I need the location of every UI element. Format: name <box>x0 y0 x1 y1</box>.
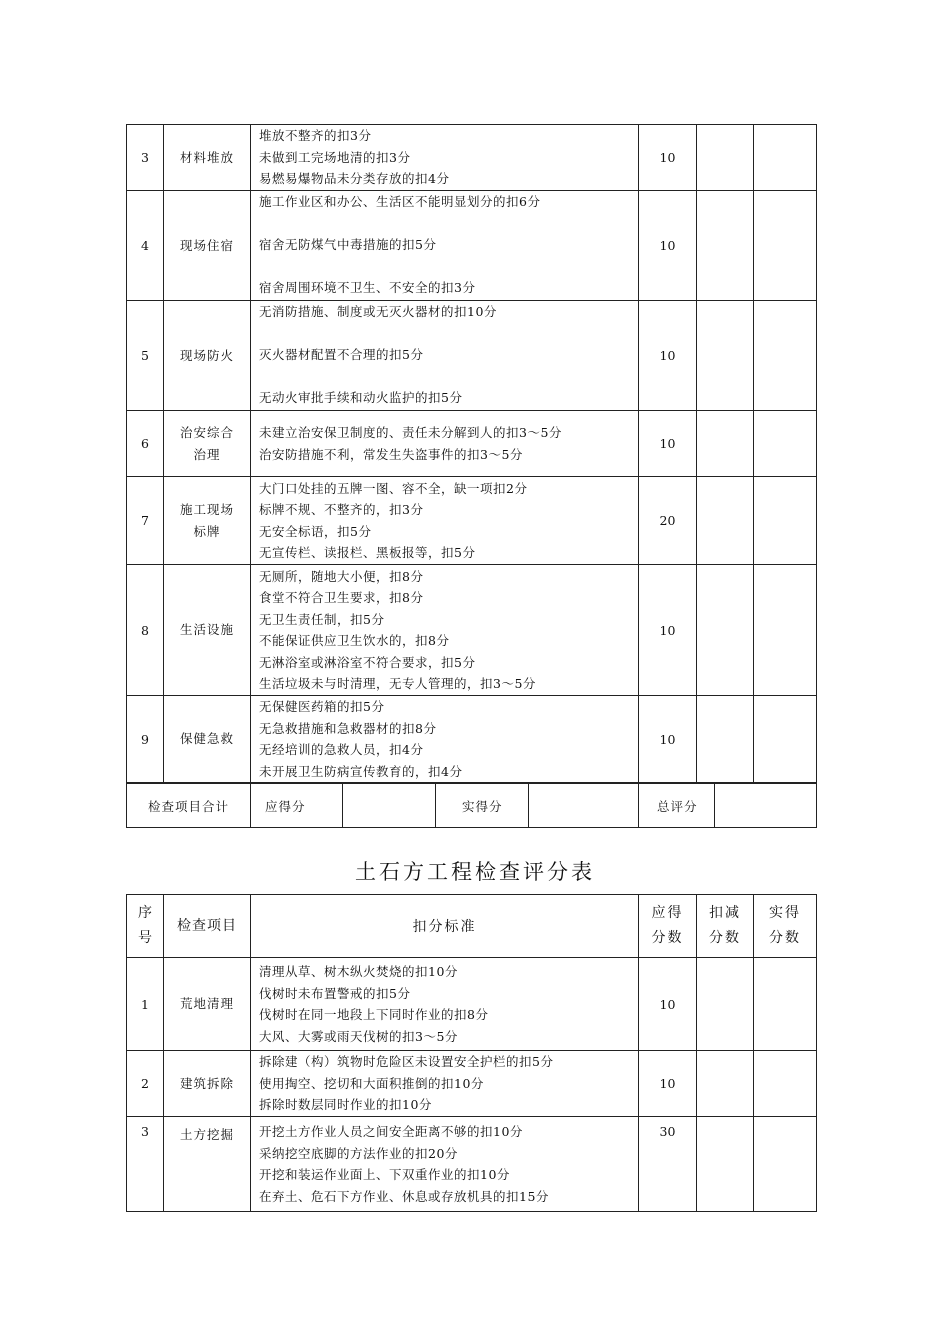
header-deduct: 扣减 分数 <box>697 895 754 958</box>
criteria-list <box>259 191 638 300</box>
table-row <box>127 1051 817 1117</box>
criteria-line: 在弃土、危石下方作业、休息或存放机具的扣15分 <box>259 1188 549 1204</box>
criteria-line: 伐树时未布置警戒的扣5分 <box>259 985 411 1001</box>
check-item <box>164 565 251 696</box>
criteria-line: 灭火器材配置不合理的扣5分 <box>259 347 424 362</box>
table-row <box>127 191 817 301</box>
check-item: 土方挖掘 <box>164 1117 251 1212</box>
earthwork-inspection-table <box>126 894 817 1212</box>
criteria-line: 未开展卫生防病宣传教育的，扣4分 <box>259 763 463 779</box>
check-item: 荒地清理 <box>164 958 251 1051</box>
expected-score-label: 应得分 <box>251 784 343 828</box>
table-row <box>127 1117 817 1212</box>
deduction-criteria <box>251 191 639 301</box>
table-row <box>127 958 817 1051</box>
criteria-line: 无厕所，随地大小便，扣8分 <box>259 568 424 584</box>
expected-score: 10 <box>639 958 697 1051</box>
expected-score: 10 <box>639 301 697 411</box>
criteria-line: 生活垃圾未与时清理，无专人管理的，扣3～5分 <box>259 676 536 691</box>
criteria-list <box>259 301 638 410</box>
criteria-line: 无动火审批手续和动火监护的扣5分 <box>259 390 463 405</box>
criteria-line: 无保健医药箱的扣5分 <box>259 699 385 714</box>
criteria-line: 无急救措施和急救器材的扣8分 <box>259 720 437 736</box>
expected-score: 20 <box>639 477 697 565</box>
actual-score <box>754 696 817 783</box>
row-number: 3 <box>127 125 164 191</box>
actual-score <box>754 477 817 565</box>
header-expected: 应得 分数 <box>639 895 697 958</box>
deduction-criteria <box>251 958 639 1051</box>
criteria-line: 伐树时在同一地段上下同时作业的扣8分 <box>259 1007 489 1022</box>
check-item <box>164 191 251 301</box>
table-row <box>127 125 817 191</box>
criteria-line: 食堂不符合卫生要求，扣8分 <box>259 590 424 605</box>
check-item <box>164 696 251 783</box>
summary-row-table <box>126 783 817 828</box>
total-score-label: 总评分 <box>639 784 715 828</box>
expected-score: 10 <box>639 696 697 783</box>
header-actual: 实得 分数 <box>754 895 817 958</box>
expected-score: 30 <box>639 1117 697 1212</box>
criteria-line: 无宣传栏、读报栏、黑板报等，扣5分 <box>259 545 476 560</box>
deducted-score <box>697 411 754 477</box>
check-item-line: 治理 <box>193 446 221 462</box>
criteria-line: 施工作业区和办公、生活区不能明显划分的扣6分 <box>259 194 541 209</box>
deduction-criteria <box>251 1051 639 1117</box>
expected-score: 10 <box>639 411 697 477</box>
deducted-score <box>697 958 754 1051</box>
deduction-criteria <box>251 696 639 783</box>
criteria-line: 大门口处挂的五牌一图、容不全，缺一项扣2分 <box>259 480 528 496</box>
row-number: 8 <box>127 565 164 696</box>
criteria-line: 使用掏空、挖切和大面积推倒的扣10分 <box>259 1075 484 1091</box>
header-item: 检查项目 <box>164 895 251 958</box>
actual-score <box>754 1051 817 1117</box>
deducted-score <box>697 191 754 301</box>
expected-score: 10 <box>639 191 697 301</box>
criteria-line: 易燃易爆物品未分类存放的扣4分 <box>259 171 450 187</box>
check-item-line: 生活设施 <box>179 622 234 637</box>
criteria-line: 开挖土方作业人员之间安全距离不够的扣10分 <box>259 1124 523 1139</box>
expected-score: 10 <box>639 1051 697 1117</box>
deduction-criteria <box>251 477 639 565</box>
criteria-line: 无消防措施、制度或无灭火器材的扣10分 <box>259 304 497 319</box>
check-item-line: 施工现场 <box>179 501 234 517</box>
row-number: 9 <box>127 696 164 783</box>
deduction-criteria <box>251 301 639 411</box>
criteria-line: 开挖和装运作业面上、下双重作业的扣10分 <box>259 1167 510 1182</box>
criteria-line: 无经培训的急救人员，扣4分 <box>259 742 424 757</box>
actual-score <box>754 1117 817 1212</box>
row-number: 7 <box>127 477 164 565</box>
criteria-line: 标牌不规、不整齐的，扣3分 <box>259 502 424 517</box>
row-number: 6 <box>127 411 164 477</box>
actual-score <box>754 958 817 1051</box>
deduction-criteria <box>251 1117 639 1212</box>
actual-score <box>754 301 817 411</box>
deducted-score <box>697 477 754 565</box>
check-item-line: 现场住宿 <box>179 237 234 253</box>
check-item-line: 治安综合 <box>179 424 234 440</box>
criteria-line: 清理从草、树木纵火焚烧的扣10分 <box>259 964 458 979</box>
table-row <box>127 301 817 411</box>
criteria-line: 未建立治安保卫制度的、责任未分解到人的扣3～5分 <box>259 425 562 440</box>
earthwork-table-title: 土石方工程检查评分表 <box>355 860 595 884</box>
actual-score-value <box>529 784 639 828</box>
check-item <box>164 477 251 565</box>
deduction-criteria <box>251 565 639 696</box>
check-item <box>164 411 251 477</box>
table-row <box>127 696 817 783</box>
header-no: 序 号 <box>127 895 164 958</box>
check-item-line: 标牌 <box>193 523 221 539</box>
criteria-line: 宿舍无防煤气中毒措施的扣5分 <box>259 237 437 252</box>
criteria-line: 不能保证供应卫生饮水的，扣8分 <box>259 633 450 648</box>
table-header-row <box>127 895 817 958</box>
header-criteria: 扣分标准 <box>251 895 639 958</box>
table-row <box>127 411 817 477</box>
expected-score: 10 <box>639 125 697 191</box>
expected-score-value <box>343 784 436 828</box>
table-row <box>127 565 817 696</box>
row-number: 4 <box>127 191 164 301</box>
summary-label: 检查项目合计 <box>127 784 251 828</box>
criteria-line: 拆除建（构）筑物时危险区未设置安全护栏的扣5分 <box>259 1054 554 1070</box>
actual-score-label: 实得分 <box>436 784 529 828</box>
criteria-line: 无淋浴室或淋浴室不符合要求，扣5分 <box>259 654 476 670</box>
deducted-score <box>697 1051 754 1117</box>
row-number: 5 <box>127 301 164 411</box>
actual-score <box>754 565 817 696</box>
check-item-line: 保健急救 <box>179 731 234 746</box>
criteria-line: 无卫生责任制，扣5分 <box>259 611 385 627</box>
check-item: 建筑拆除 <box>164 1051 251 1117</box>
actual-score <box>754 191 817 301</box>
row-number: 2 <box>127 1051 164 1117</box>
deducted-score <box>697 125 754 191</box>
criteria-line: 拆除时数层同时作业的扣10分 <box>259 1097 432 1113</box>
row-number: 1 <box>127 958 164 1051</box>
criteria-line: 采纳挖空底脚的方法作业的扣20分 <box>259 1145 458 1161</box>
expected-score: 10 <box>639 565 697 696</box>
inspection-table-continued <box>126 124 817 783</box>
criteria-line: 大风、大雾或雨天伐树的扣3～5分 <box>259 1028 458 1044</box>
deduction-criteria <box>251 411 639 477</box>
criteria-line: 治安防措施不利，常发生失盗事件的扣3～5分 <box>259 446 523 462</box>
total-score-value <box>715 784 817 828</box>
criteria-line: 未做到工完场地清的扣3分 <box>259 149 411 165</box>
deducted-score <box>697 565 754 696</box>
row-number: 3 <box>127 1117 164 1212</box>
deduction-criteria <box>251 125 639 191</box>
deducted-score <box>697 696 754 783</box>
check-item <box>164 125 251 191</box>
actual-score <box>754 411 817 477</box>
actual-score <box>754 125 817 191</box>
criteria-line: 无安全标语，扣5分 <box>259 523 372 539</box>
table-row <box>127 477 817 565</box>
check-item <box>164 301 251 411</box>
criteria-line: 宿舍周围环境不卫生、不安全的扣3分 <box>259 280 476 295</box>
check-item-line: 材料堆放 <box>179 149 234 165</box>
deducted-score <box>697 301 754 411</box>
deducted-score <box>697 1117 754 1212</box>
criteria-line: 堆放不整齐的扣3分 <box>259 128 372 144</box>
check-item-line: 现场防火 <box>179 347 234 363</box>
